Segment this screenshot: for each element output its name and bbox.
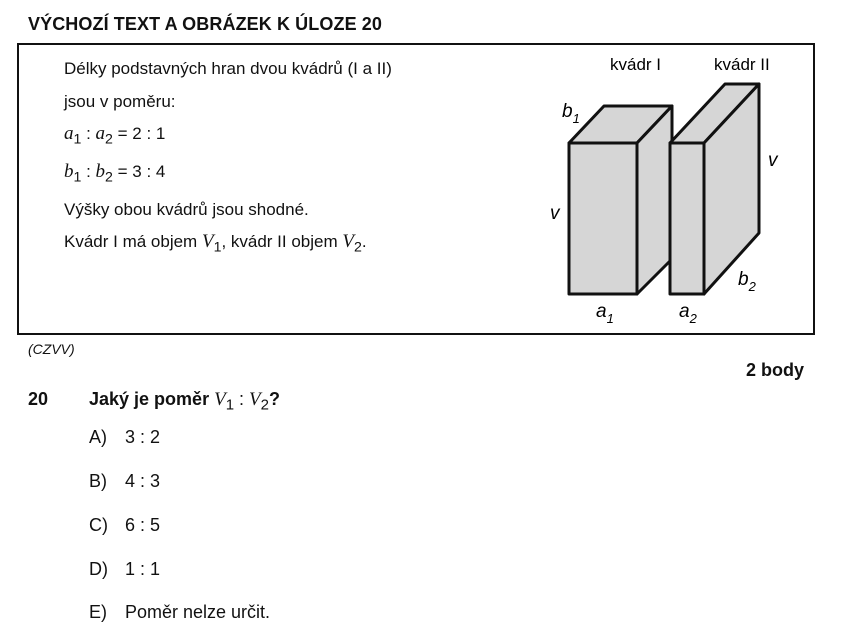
problem-box (17, 43, 815, 335)
option-a[interactable] (89, 427, 160, 448)
label-a1: $a_1$ (596, 301, 614, 326)
stem-line-2: jsou v poměru: (64, 91, 176, 111)
label-kvadr-2: kvádr II (714, 55, 770, 74)
option-text: Poměr nelze určit. (125, 602, 271, 622)
cuboid-2-front (670, 143, 704, 294)
points-label: 2 body (745, 360, 804, 380)
option-c[interactable] (89, 515, 160, 536)
label-b2: $b_2$ (738, 269, 756, 294)
label-v-right: v (768, 150, 778, 171)
label-kvadr-1: kvádr I (610, 55, 662, 74)
label-v-left: v (550, 203, 560, 224)
option-letter: C) (89, 515, 108, 535)
label-a2: $a_2$ (679, 301, 697, 326)
option-letter: D) (89, 559, 108, 579)
cuboids-figure (19, 45, 813, 333)
question-text: Jaký je poměr $V_1$ : $V_2$? (89, 389, 280, 414)
label-b1: $b_1$ (562, 101, 580, 126)
option-e[interactable] (89, 602, 270, 623)
option-text: 1 : 1 (125, 559, 161, 579)
stem-ratio-b: $b_1$ : $b_2 = 3$ : 4 (64, 160, 166, 186)
cuboid-2 (670, 84, 759, 294)
option-b[interactable] (89, 471, 160, 492)
source-note: (CZVV) (28, 341, 75, 357)
stem-line-1: Délky podstavných hran dvou kvádrů (I a II) (64, 59, 392, 78)
option-d[interactable] (89, 559, 160, 580)
option-letter: E) (89, 602, 107, 622)
stem-line-5: Výšky obou kvádrů jsou shodné. (64, 199, 309, 219)
question-number: 20 (28, 389, 49, 409)
stem-ratio-a: $a_1$ : $a_2 = 2$ : 1 (64, 123, 166, 148)
stem-line-6: Kvádr I má objem $V_1$, kvádr II objem $V_2$. (64, 231, 367, 256)
cuboid-1-front (569, 143, 637, 294)
cuboid-1 (569, 106, 672, 294)
option-letter: B) (89, 471, 107, 491)
section-heading: VÝCHOZÍ TEXT A OBRÁZEK K ÚLOZE 20 (28, 14, 382, 34)
option-letter: A) (89, 427, 107, 447)
option-text: 4 : 3 (125, 471, 161, 491)
option-text: 3 : 2 (125, 427, 161, 447)
option-text: 6 : 5 (125, 515, 161, 535)
